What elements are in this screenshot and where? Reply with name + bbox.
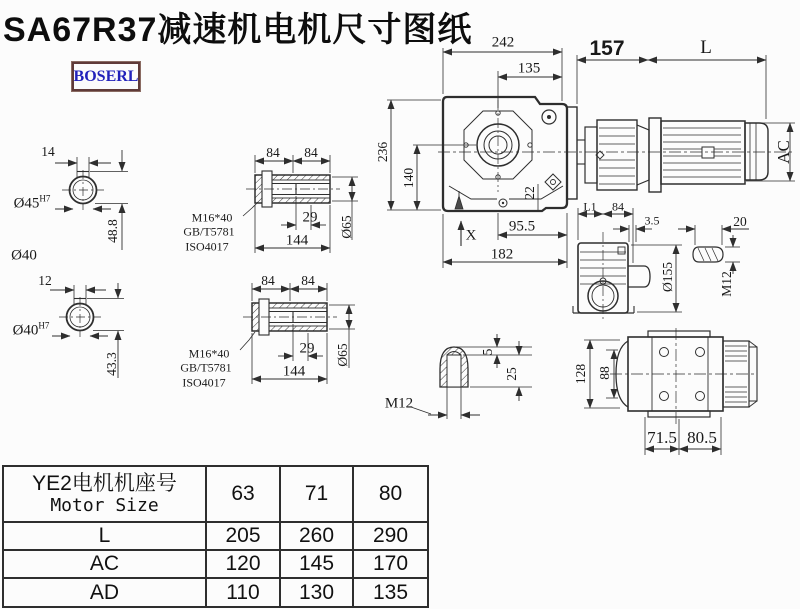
dim-lip-3-5: 3.5	[644, 213, 660, 228]
note-iso-standard-2: ISO4017	[182, 375, 226, 390]
table-cell: 130	[280, 578, 353, 607]
dim-base-width-182: 182	[490, 246, 514, 263]
table-header-en: Motor Size	[50, 495, 159, 517]
table-header-motor-size	[3, 466, 206, 522]
label-mark-x: X	[465, 227, 477, 244]
dim-bushing2-144: 144	[282, 363, 306, 380]
table-cell: 120	[206, 550, 280, 578]
brand-logo-text: BOSERL	[73, 67, 139, 85]
dim-adapter-157: 157	[589, 37, 625, 60]
dim-key-width-40: 12	[38, 273, 52, 288]
table-row-label-AD: AD	[3, 578, 206, 607]
table-size-71: 71	[280, 466, 353, 522]
dim-bottom-88: 88	[597, 366, 612, 380]
table-cell: 145	[280, 550, 353, 578]
dim-bushing2-84a: 84	[261, 273, 275, 288]
dim-side-84: 84	[612, 199, 624, 214]
dim-bushing2-84b: 84	[301, 273, 315, 288]
brand-logo	[72, 62, 140, 91]
dim-bushing1-84a: 84	[266, 145, 280, 160]
table-size-63: 63	[206, 466, 280, 522]
dim-key-5: 5	[480, 348, 495, 356]
dim-flange-dia-155: Ø155	[660, 262, 675, 292]
note-thread-1: M16*40	[191, 210, 233, 225]
label-plug-thread-M12: M12	[719, 271, 734, 297]
table-cell: 290	[353, 522, 428, 550]
dim-plug-20: 20	[733, 214, 747, 229]
table-row	[3, 550, 428, 578]
dim-bolt-span-135: 135	[517, 60, 541, 77]
dim-height-43-3: 43.3	[104, 352, 119, 376]
dim-bore-40-tolerance: H7	[38, 320, 50, 331]
dim-L1: L1	[583, 199, 597, 214]
dim-bottom-128: 128	[573, 363, 588, 385]
table-row-label-L: L	[3, 522, 206, 550]
label-shaft-40: Ø40	[11, 247, 37, 264]
dim-bushing2-29: 29	[299, 340, 315, 357]
dim-overall-height-236: 236	[375, 141, 390, 163]
dim-rib-22: 22	[522, 186, 537, 200]
note-thread-2: M16*40	[188, 346, 230, 361]
note-gb-standard-1: GB/T5781	[183, 224, 235, 239]
table-row	[3, 522, 428, 550]
table-cell: 260	[280, 522, 353, 550]
table-row	[3, 466, 428, 522]
label-key-thread-M12: M12	[384, 395, 414, 412]
table-row-label-AC: AC	[3, 550, 206, 578]
dim-bushing2-dia-65: Ø65	[335, 343, 350, 367]
dim-motor-length-L: L	[700, 37, 712, 58]
motor-size-table	[2, 465, 429, 608]
table-row	[3, 578, 428, 607]
dim-bushing1-dia-65: Ø65	[339, 215, 354, 239]
note-gb-standard-2: GB/T5781	[180, 360, 232, 375]
dim-bore-40	[13, 321, 50, 340]
page-title: SA67R37减速机电机尺寸图纸	[3, 11, 473, 49]
dim-bore-45	[14, 194, 51, 213]
dim-key-25: 25	[504, 367, 519, 381]
dim-bore-40-value: Ø40	[12, 322, 39, 339]
dim-axis-offset-95-5: 95.5	[508, 218, 536, 235]
front-view	[387, 48, 795, 268]
table-cell: 170	[353, 550, 428, 578]
dim-overall-width-242: 242	[491, 34, 515, 51]
dim-bushing1-144: 144	[285, 232, 309, 249]
dim-motor-dia-AC: AC	[774, 140, 793, 164]
table-cell: 205	[206, 522, 280, 550]
table-header-cn: YE2电机机座号	[32, 472, 177, 496]
dim-key-width-45: 14	[41, 144, 55, 159]
dim-height-48-8: 48.8	[105, 219, 120, 243]
table-size-80: 80	[353, 466, 428, 522]
dim-bore-45-tolerance: H7	[39, 193, 51, 204]
table-cell: 110	[206, 578, 280, 607]
dim-bushing1-29: 29	[302, 209, 318, 226]
dim-bottom-71-5: 71.5	[647, 428, 677, 447]
dim-bore-45-value: Ø45	[13, 195, 40, 212]
dim-bottom-80-5: 80.5	[687, 428, 717, 447]
dim-bushing1-84b: 84	[304, 145, 318, 160]
note-iso-standard-1: ISO4017	[185, 239, 229, 254]
dim-axis-height-140: 140	[401, 167, 416, 189]
table-cell: 135	[353, 578, 428, 607]
